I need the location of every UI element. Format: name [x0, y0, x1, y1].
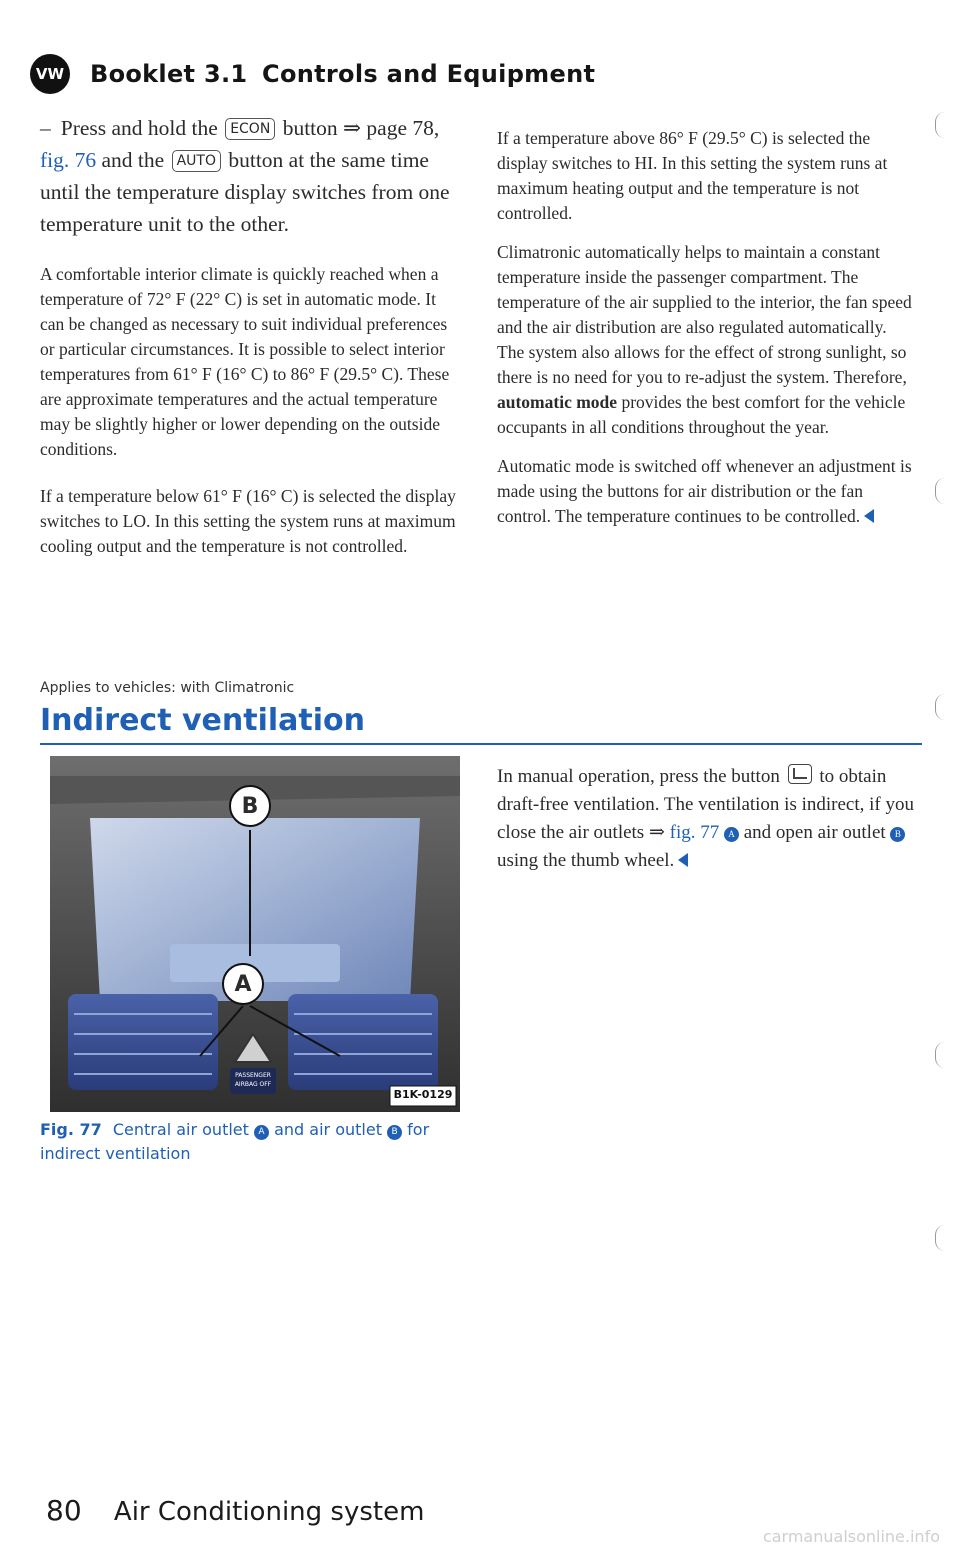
applies-note: Applies to vehicles: with Climatronic [40, 680, 295, 696]
paragraph-hi: If a temperature above 86° F (29.5° C) is selected the display switches to HI. In this setting the system runs at maximum heating output and the temperature is not controlled. [497, 128, 888, 223]
left-column [40, 112, 460, 573]
page-edge-mark [935, 1225, 960, 1251]
watermark: carmanualsonline.info [762, 1527, 940, 1546]
label-a: A [234, 972, 252, 997]
chapter-title: Controls and Equipment [262, 60, 596, 88]
fig-77-link[interactable]: fig. 77 [669, 822, 720, 843]
indirect-ventilation-button-icon [788, 764, 812, 784]
figure-dashboard-vents [50, 756, 460, 1112]
page-number: 80 [46, 1494, 82, 1527]
outlet-a-ref-icon: A [724, 827, 739, 842]
paragraph-lo: If a temperature below 61° F (16° C) is selected the display switches to LO. In this setting the system runs at maximum cooling output and the temperature is not controlled. [40, 486, 456, 556]
econ-key-icon: ECON [225, 118, 275, 140]
vent-a-right [288, 994, 438, 1090]
paragraph-comfort: A comfortable interior climate is quickly reached when a temperature of 72° F (22° C) is set in automatic mode. It can be changed as necessary to suit individual preferences or particular circumstances. It is possible to select interior temperatures from 61° F (16° C) to 86° F (29.5° C). These are approximate temperatures and the actual temperature may be slightly higher or lower depending on the outside conditions. [40, 264, 450, 459]
paragraph-climatronic: Climatronic automatically helps to maintain a constant temperature inside the passenger compartment. The temperature of the air supplied to the interior, the fan speed and the air distribution are also regulated automatically. The system also allows for the effect of strong sunlight, so there is no need for you to re-adjust the system. Therefore, automatic mode provides the best comfort for the vehicle occupants in all conditions throughout the year. [497, 242, 912, 437]
header-title [90, 60, 601, 88]
automatic-mode-term: automatic mode [497, 392, 618, 412]
section-divider [40, 743, 922, 745]
figure-caption: Fig. 77 Central air outlet A and air outlet B for indirect ventilation [40, 1120, 430, 1163]
figure-code: B1K-0129 [393, 1088, 453, 1101]
figure-number: Fig. 77 [40, 1120, 102, 1139]
intro-instruction: – Press and hold the ECON button ⇒ page 78, fig. 76 and the AUTO button at the same time until the temperature display switches from one temperature unit to the other. [40, 116, 450, 236]
fig-76-link[interactable]: fig. 76 [40, 148, 97, 172]
page-edge-mark [935, 478, 960, 504]
airbag-label: PASSENGER AIRBAG OFF [234, 1072, 272, 1088]
page-header [30, 52, 601, 96]
right-column [497, 126, 917, 543]
outlet-b-icon: B [387, 1125, 402, 1140]
end-marker-icon [678, 853, 688, 867]
page-edge-mark [935, 694, 960, 720]
paragraph-automatic-off: Automatic mode is switched off whenever an adjustment is made using the buttons for air distribution or the fan control. The temperature continues to be controlled. [497, 456, 912, 526]
outlet-a-icon: A [254, 1125, 269, 1140]
booklet-label: Booklet 3.1 [90, 60, 248, 88]
vent-a-left [68, 994, 218, 1090]
vw-logo: VW [30, 54, 70, 94]
auto-key-icon: AUTO [172, 150, 221, 172]
section-title: Indirect ventilation [40, 703, 365, 738]
footer-title: Air Conditioning system [113, 1497, 425, 1527]
page-footer [46, 1494, 424, 1527]
page-edge-mark [935, 112, 960, 138]
outlet-b-ref-icon: B [890, 827, 905, 842]
end-marker-icon [864, 509, 874, 523]
page-edge-mark [935, 1042, 960, 1068]
label-b: B [241, 794, 259, 819]
paragraph-manual-operation: In manual operation, press the button to obtain draft-free ventilation. The ventilation is indirect, if you close the air outlets ⇒ fig. 77 A and open air outlet B using the thumb wheel. [497, 766, 914, 871]
